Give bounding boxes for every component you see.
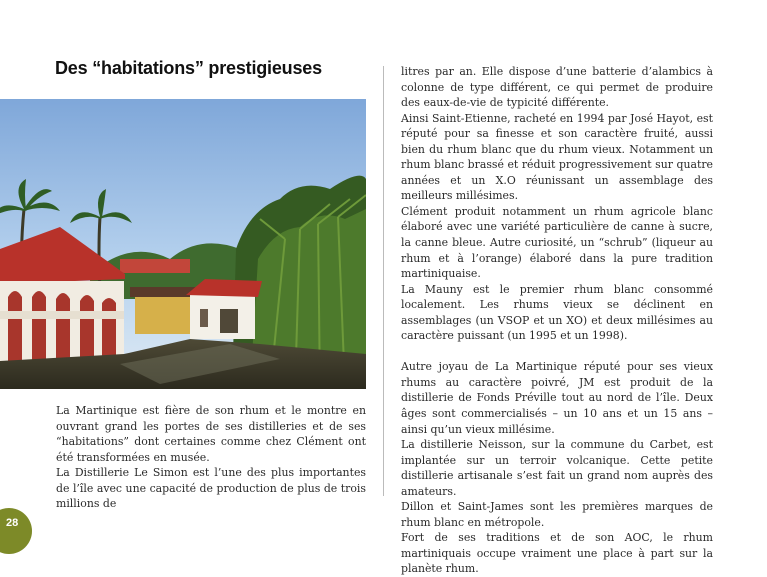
- distillery-photo: [0, 99, 366, 389]
- paragraph: La distillerie Neisson, sur la commune du Carbet, est implantée sur un terroir volcanique. Cette petite distillerie artisanale s’est fait un grand nom auprès des amateurs.: [401, 438, 713, 498]
- page-heading: Des “habitations” prestigieuses: [55, 58, 322, 78]
- paragraph: La Distillerie Le Simon est l’une des plus importantes de l’île avec une capacité de production de plus de trois millions de: [56, 466, 366, 511]
- paragraph: Clément produit notamment un rhum agricole blanc élaboré avec une variété particulière de canne à sucre, la canne bleue. Autre curiosité, un “schrub” (liqueur au rhum et à l’orange) élaboré dans la pure tradition martiniquaise.: [401, 204, 713, 281]
- page-number-badge: [0, 508, 32, 554]
- column-divider: [383, 66, 384, 496]
- paragraph: Fort de ses traditions et de son AOC, le rhum martiniquais occupe vraiment une place à part sur la planète rhum.: [401, 531, 713, 576]
- paragraph: litres par an. Elle dispose d’une batterie d’alambics à colonne de type différent, ce qui permet de produire des eaux-de-vie de typicité différente.: [401, 65, 713, 110]
- paragraph: La Martinique est fière de son rhum et le montre en ouvrant grand les portes de ses distilleries et de ses “habitations” dont certaines comme chez Clément ont été transformées en musée.: [56, 404, 366, 464]
- left-text-column: [56, 403, 366, 512]
- paragraph: La Mauny est le premier rhum blanc consommé localement. Les rhums vieux se déclinent en assemblages (un VSOP et un XO) et deux millésimes au caractère puissant (un 1995 et un 1998).: [401, 282, 713, 343]
- paragraph: Dillon et Saint-James sont les premières marques de rhum blanc en métropole.: [401, 500, 713, 529]
- right-text-column: [401, 64, 713, 577]
- page-number: 28: [6, 517, 19, 529]
- paragraph-gap: [401, 344, 713, 360]
- paragraph: Autre joyau de La Martinique réputé pour ses vieux rhums au caractère poivré, JM est produit de la distillerie de Fonds Préville tout au nord de l’île. Deux âges sont commercialisés – un 10 ans et un 15 ans – ainsi qu’un vieux millésime.: [401, 360, 713, 436]
- paragraph: Ainsi Saint-Etienne, racheté en 1994 par José Hayot, est réputé pour sa finesse et son caractère fruité, aussi bien du rhum blanc que du rhum vieux. Notamment un rhum blanc brassé et réduit progressivement sur quatre années et un X.O réunissant un assemblage des meilleurs millésimes.: [401, 111, 713, 203]
